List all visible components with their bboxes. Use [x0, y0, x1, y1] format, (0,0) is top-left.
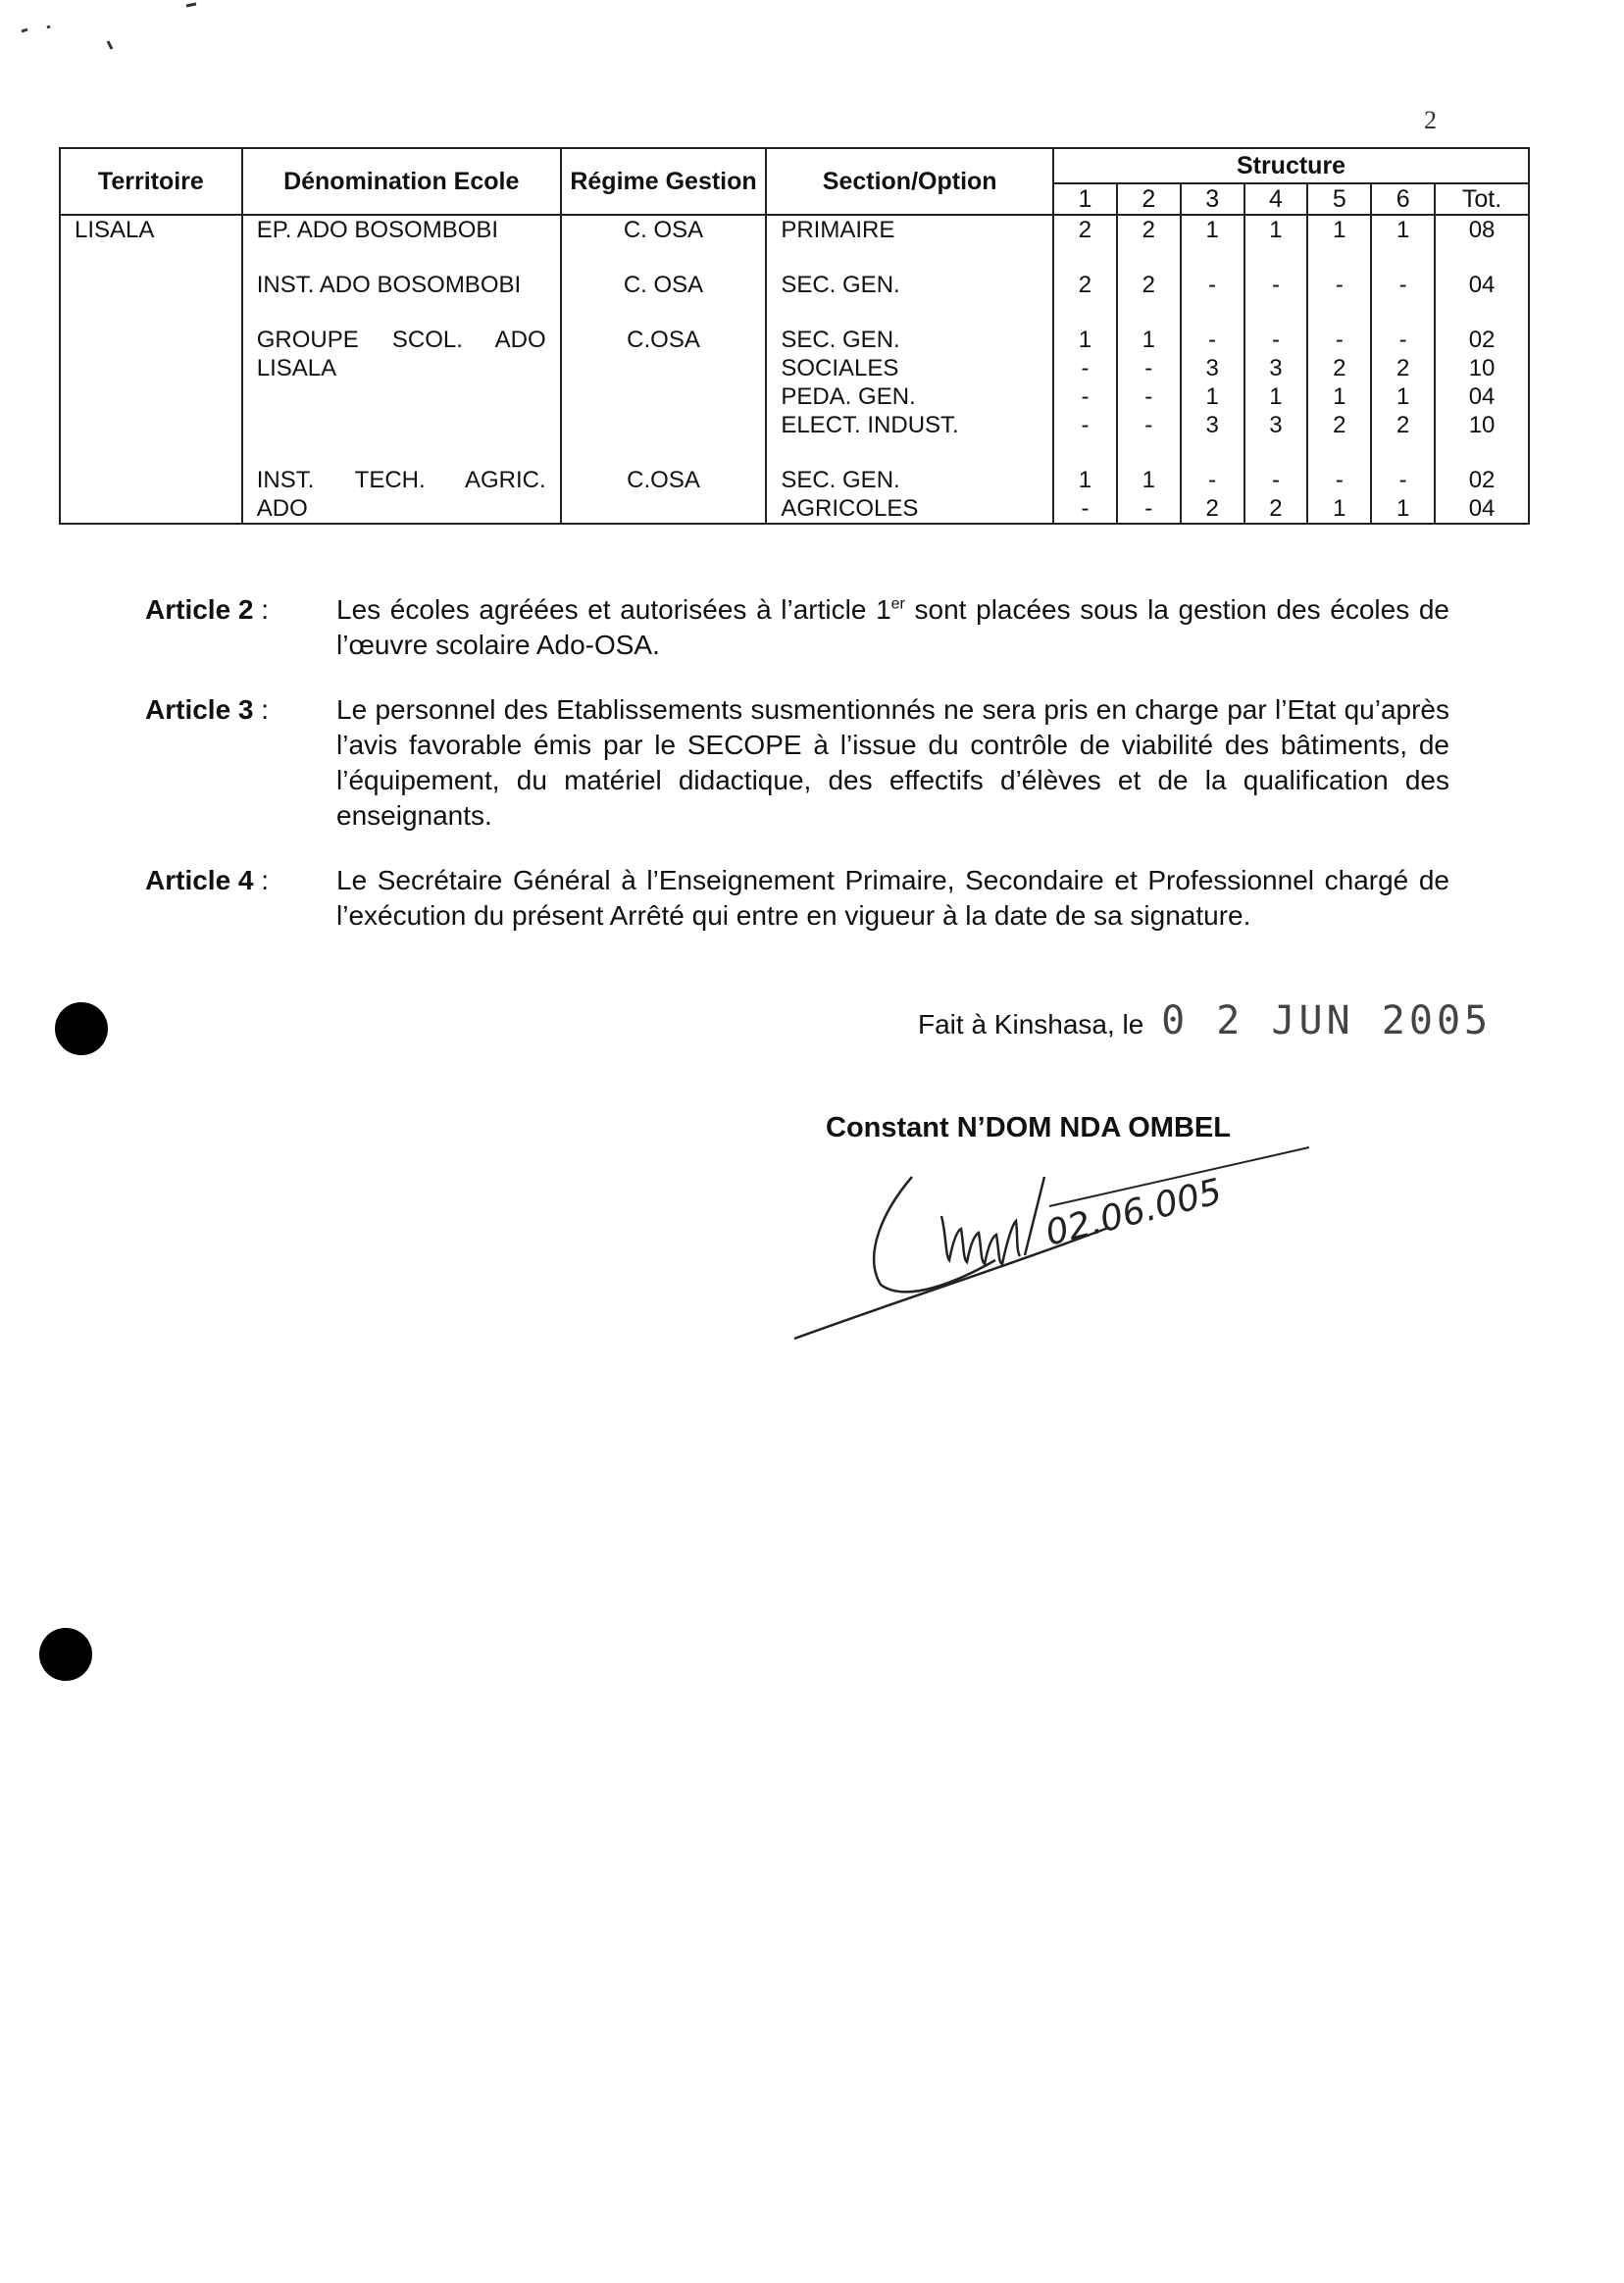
structure-value: 1 — [1205, 217, 1219, 243]
header-territoire: Territoire — [60, 148, 242, 215]
structure-value: 2 — [1269, 495, 1283, 522]
school-name-line: GROUPE SCOL. ADO — [256, 327, 546, 353]
section-value: AGRICOLES — [781, 495, 919, 522]
row-gap — [1308, 439, 1370, 466]
structure-value: - — [1398, 327, 1407, 353]
structure-value: - — [1335, 467, 1344, 493]
structure-value: 3 — [1269, 355, 1283, 381]
regime-value: C. OSA — [623, 217, 704, 243]
structure-value: - — [1144, 412, 1153, 438]
row-gap — [1054, 299, 1116, 326]
row-gap — [1308, 299, 1370, 326]
row-gap — [1245, 244, 1307, 271]
school-name-line — [257, 411, 546, 439]
structure-value: 10 — [1468, 355, 1496, 381]
punch-hole-top — [55, 1002, 108, 1055]
structure-value: 1 — [1142, 327, 1155, 353]
structure-value: 10 — [1468, 412, 1496, 438]
section-value: SEC. GEN. — [781, 272, 900, 298]
structure-col-6-cell — [1371, 215, 1435, 524]
school-name-line — [257, 382, 546, 411]
row-gap — [562, 299, 766, 326]
row-gap — [257, 439, 546, 466]
row-gap — [781, 299, 1052, 326]
row-gap — [1372, 439, 1434, 466]
structure-value: 08 — [1468, 217, 1496, 243]
row-gap — [257, 299, 546, 326]
territoire-cell: LISALA — [60, 215, 242, 524]
regime-value: C.OSA — [627, 467, 700, 493]
structure-value: 2 — [1078, 217, 1092, 243]
regime-value — [562, 382, 766, 411]
structure-value: 04 — [1468, 383, 1496, 410]
article-4-label: Article 4 — [145, 865, 254, 895]
header-col-3: 3 — [1181, 183, 1244, 215]
school-name-line: INST. ADO BOSOMBOBI — [256, 272, 522, 298]
page-number: 2 — [1424, 106, 1437, 134]
article-3: Article 3 : Le personnel des Etablissements susmentionnés ne sera pris en charge par l’Etat qu’après l’avis favorable émis par le SECOPE à l’issue du contrôle de viabilité des bâtiments, de l’équipement, du matériel didactique, des effectifs d’élèves et de la qualification des enseignants. — [145, 692, 1449, 834]
structure-value: 2 — [1078, 272, 1092, 298]
header-col-4: 4 — [1244, 183, 1308, 215]
row-gap — [1372, 244, 1434, 271]
header-denomination: Dénomination Ecole — [242, 148, 561, 215]
section-cell — [766, 215, 1053, 524]
structure-value: 2 — [1396, 355, 1410, 381]
structure-value: - — [1081, 355, 1090, 381]
row-gap — [1054, 244, 1116, 271]
structure-value: 1 — [1142, 467, 1155, 493]
place-date-line — [918, 998, 1492, 1043]
structure-value: 1 — [1333, 383, 1346, 410]
structure-col-1-cell — [1053, 215, 1117, 524]
place-text: Fait à Kinshasa, le — [918, 1009, 1144, 1040]
row-gap — [781, 244, 1052, 271]
structure-value: 2 — [1333, 412, 1346, 438]
structure-value: 1 — [1078, 327, 1092, 353]
date-stamp: 0 2 JUN 2005 — [1161, 998, 1493, 1043]
structure-total-cell — [1435, 215, 1529, 524]
school-name-line: EP. ADO BOSOMBOBI — [256, 217, 499, 243]
row-gap — [781, 439, 1052, 466]
school-name-line: LISALA — [256, 355, 337, 381]
header-section: Section/Option — [766, 148, 1053, 215]
row-gap — [257, 244, 546, 271]
regime-value: C.OSA — [627, 327, 700, 353]
structure-value: 02 — [1468, 467, 1496, 493]
structure-value: 1 — [1396, 383, 1410, 410]
header-col-total: Tot. — [1435, 183, 1529, 215]
header-col-2: 2 — [1117, 183, 1181, 215]
row-gap — [1118, 299, 1180, 326]
structure-col-2-cell — [1117, 215, 1181, 524]
structure-value: 1 — [1333, 495, 1346, 522]
structure-value: - — [1271, 272, 1280, 298]
structure-value: - — [1144, 355, 1153, 381]
article-4: Article 4 : Le Secrétaire Général à l’Enseignement Primaire, Secondaire et Professionnel chargé de l’exécution du présent Arrêté qui entre en vigueur à la date de sa signature. — [145, 863, 1449, 934]
structure-value: 2 — [1142, 272, 1155, 298]
handwritten-signature — [785, 1118, 1314, 1353]
article-3-text: Le personnel des Etablissements susmentionnés ne sera pris en charge par l’Etat qu’après l’avis favorable émis par le SECOPE à l’issue du contrôle de viabilité des bâtiments, de l’équipement, du matériel didactique, des effectifs d’élèves et de la qualification des enseignants. — [336, 694, 1449, 831]
structure-value: - — [1208, 467, 1217, 493]
structure-value: 2 — [1142, 217, 1155, 243]
denomination-cell — [242, 215, 561, 524]
header-structure: Structure — [1053, 148, 1529, 183]
scan-artifact-marks — [0, 0, 216, 69]
structure-value: - — [1335, 327, 1344, 353]
regime-value: C. OSA — [623, 272, 704, 298]
structure-value: - — [1081, 495, 1090, 522]
regime-value — [562, 411, 766, 439]
structure-value: - — [1398, 272, 1407, 298]
regime-value — [562, 494, 766, 523]
section-value: ELECT. INDUST. — [781, 412, 959, 438]
row-gap — [1182, 244, 1243, 271]
article-2-text: Les écoles agréées et autorisées à l’article 1er sont placées sous la gestion des écoles de l’œuvre scolaire Ado-OSA. — [336, 594, 1449, 660]
article-2-label: Article 2 — [145, 594, 254, 625]
row-gap — [562, 244, 766, 271]
row-gap — [1245, 439, 1307, 466]
row-gap — [562, 439, 766, 466]
row-gap — [1118, 244, 1180, 271]
structure-value: - — [1271, 467, 1280, 493]
structure-value: 3 — [1205, 412, 1219, 438]
structure-value: 2 — [1396, 412, 1410, 438]
structure-value: 3 — [1205, 355, 1219, 381]
structure-value: - — [1335, 272, 1344, 298]
section-value: PEDA. GEN. — [781, 383, 916, 410]
header-col-5: 5 — [1307, 183, 1371, 215]
row-gap — [1372, 299, 1434, 326]
row-gap — [1054, 439, 1116, 466]
regime-value — [562, 354, 766, 382]
structure-value: 1 — [1333, 217, 1346, 243]
regime-cell — [561, 215, 767, 524]
row-gap — [1118, 439, 1180, 466]
header-col-1: 1 — [1053, 183, 1117, 215]
row-gap — [1308, 244, 1370, 271]
structure-value: - — [1081, 412, 1090, 438]
structure-value: - — [1271, 327, 1280, 353]
articles — [145, 592, 1449, 963]
row-gap — [1436, 244, 1528, 271]
section-value: PRIMAIRE — [781, 217, 895, 243]
structure-col-5-cell — [1307, 215, 1371, 524]
structure-value: 04 — [1468, 495, 1496, 522]
section-value: SEC. GEN. — [781, 467, 900, 493]
structure-col-4-cell — [1244, 215, 1308, 524]
row-gap — [1182, 439, 1243, 466]
structure-value: 2 — [1205, 495, 1219, 522]
structure-value: 02 — [1468, 327, 1496, 353]
signer-name: Constant N’DOM NDA OMBEL — [826, 1112, 1231, 1143]
section-value: SOCIALES — [781, 355, 899, 381]
signature-date: 02.06.005 — [1041, 1171, 1226, 1254]
punch-hole-bottom — [39, 1628, 92, 1681]
structure-value: - — [1144, 383, 1153, 410]
row-gap — [1436, 299, 1528, 326]
article-3-label: Article 3 — [145, 694, 254, 725]
row-gap — [1182, 299, 1243, 326]
header-regime: Régime Gestion — [561, 148, 767, 215]
structure-value: - — [1208, 272, 1217, 298]
article-4-text: Le Secrétaire Général à l’Enseignement Primaire, Secondaire et Professionnel chargé de l’exécution du présent Arrêté qui entre en vigueur à la date de sa signature. — [336, 865, 1449, 931]
structure-value: 1 — [1396, 495, 1410, 522]
structure-value: 2 — [1333, 355, 1346, 381]
structure-value: - — [1081, 383, 1090, 410]
row-gap — [1245, 299, 1307, 326]
school-name-line: INST. TECH. AGRIC. — [256, 467, 546, 493]
structure-col-3-cell — [1181, 215, 1244, 524]
structure-value: 1 — [1269, 217, 1283, 243]
structure-value: - — [1398, 467, 1407, 493]
section-value: SEC. GEN. — [781, 327, 900, 353]
structure-value: 3 — [1269, 412, 1283, 438]
school-name-line: ADO — [256, 495, 308, 522]
structure-value: 1 — [1078, 467, 1092, 493]
header-col-6: 6 — [1371, 183, 1435, 215]
schools-table — [59, 147, 1530, 525]
article-2: Article 2 : Les écoles agréées et autorisées à l’article 1er sont placées sous la gestion des écoles de l’œuvre scolaire Ado-OSA. — [145, 592, 1449, 663]
structure-value: 1 — [1269, 383, 1283, 410]
structure-value: - — [1144, 495, 1153, 522]
structure-value: 1 — [1396, 217, 1410, 243]
structure-value: 04 — [1468, 272, 1496, 298]
structure-value: 1 — [1205, 383, 1219, 410]
row-gap — [1436, 439, 1528, 466]
structure-value: - — [1208, 327, 1217, 353]
